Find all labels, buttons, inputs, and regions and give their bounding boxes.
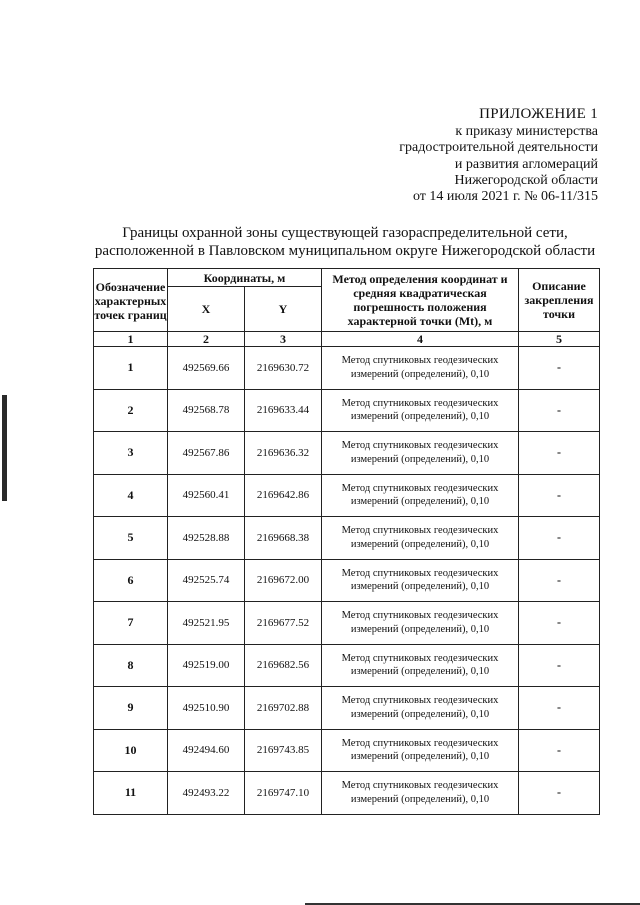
coordinate-y: 2169747.10 — [245, 772, 322, 815]
coordinate-x: 492494.60 — [168, 729, 245, 772]
point-id: 5 — [94, 517, 168, 560]
table-row — [94, 347, 600, 390]
coordinate-y: 2169682.56 — [245, 644, 322, 687]
column-number: 4 — [322, 332, 519, 347]
coordinate-x: 492560.41 — [168, 474, 245, 517]
method-cell: Метод спутниковых геодезических измерений (определений), 0,10 — [322, 687, 519, 730]
coordinate-x: 492519.00 — [168, 644, 245, 687]
coordinate-x: 492568.78 — [168, 389, 245, 432]
column-number: 3 — [245, 332, 322, 347]
table-row — [94, 729, 600, 772]
method-cell: Метод спутниковых геодезических измерений (определений), 0,10 — [322, 347, 519, 390]
description-cell: - — [519, 559, 600, 602]
method-cell: Метод спутниковых геодезических измерений (определений), 0,10 — [322, 644, 519, 687]
coordinate-x: 492528.88 — [168, 517, 245, 560]
method-cell: Метод спутниковых геодезических измерений (определений), 0,10 — [322, 432, 519, 475]
point-id: 7 — [94, 602, 168, 645]
description-cell: - — [519, 729, 600, 772]
point-id: 4 — [94, 474, 168, 517]
coordinate-y: 2169630.72 — [245, 347, 322, 390]
header-line: от 14 июля 2021 г. № 06-11/315 — [412, 189, 598, 205]
table-row — [94, 389, 600, 432]
coordinate-y: 2169677.52 — [245, 602, 322, 645]
method-cell: Метод спутниковых геодезических измерений (определений), 0,10 — [322, 474, 519, 517]
table-row — [94, 559, 600, 602]
coordinate-y: 2169672.00 — [245, 559, 322, 602]
method-cell: Метод спутниковых геодезических измерений (определений), 0,10 — [322, 559, 519, 602]
description-cell: - — [519, 644, 600, 687]
point-id: 11 — [94, 772, 168, 815]
header-point: Обозначение характерных точек границ — [94, 269, 168, 332]
description-cell: - — [519, 474, 600, 517]
header-method: Метод определения координат и средняя квадратическая погрешность положения характерной точки (Mt), м — [322, 269, 519, 332]
coordinate-x: 492493.22 — [168, 772, 245, 815]
document-title-line: Границы охранной зоны существующей газораспределительной сети, — [122, 225, 568, 241]
coordinate-y: 2169743.85 — [245, 729, 322, 772]
point-id: 1 — [94, 347, 168, 390]
point-id: 2 — [94, 389, 168, 432]
coordinate-x: 492510.90 — [168, 687, 245, 730]
point-id: 3 — [94, 432, 168, 475]
header-y: Y — [245, 287, 322, 332]
header-x: X — [168, 287, 245, 332]
table-row — [94, 474, 600, 517]
point-id: 6 — [94, 559, 168, 602]
coordinate-x: 492521.95 — [168, 602, 245, 645]
point-id: 8 — [94, 644, 168, 687]
coordinate-y: 2169702.88 — [245, 687, 322, 730]
header-line: к приказу министерства — [455, 124, 598, 140]
column-number: 1 — [94, 332, 168, 347]
point-id: 9 — [94, 687, 168, 730]
table-row — [94, 432, 600, 475]
column-number: 2 — [168, 332, 245, 347]
coordinate-y: 2169636.32 — [245, 432, 322, 475]
document-title — [60, 224, 630, 260]
coordinate-x: 492569.66 — [168, 347, 245, 390]
method-cell: Метод спутниковых геодезических измерений (определений), 0,10 — [322, 772, 519, 815]
coordinate-y: 2169642.86 — [245, 474, 322, 517]
header-line: градостроительной деятельности — [399, 140, 598, 156]
coordinates-table — [93, 268, 600, 815]
description-cell: - — [519, 772, 600, 815]
appendix-title: ПРИЛОЖЕНИЕ 1 — [479, 106, 598, 122]
method-cell: Метод спутниковых геодезических измерений (определений), 0,10 — [322, 602, 519, 645]
coordinate-x: 492525.74 — [168, 559, 245, 602]
coordinate-x: 492567.86 — [168, 432, 245, 475]
scan-margin-mark — [2, 395, 7, 501]
description-cell: - — [519, 687, 600, 730]
description-cell: - — [519, 602, 600, 645]
table-row — [94, 644, 600, 687]
document-title-line: расположенной в Павловском муниципальном округе Нижегородской области — [94, 243, 596, 259]
appendix-header — [399, 106, 598, 205]
method-cell: Метод спутниковых геодезических измерений (определений), 0,10 — [322, 517, 519, 560]
description-cell: - — [519, 517, 600, 560]
coordinate-y: 2169668.38 — [245, 517, 322, 560]
description-cell: - — [519, 389, 600, 432]
coordinate-y: 2169633.44 — [245, 389, 322, 432]
header-line: и развития агломераций — [454, 156, 598, 172]
table-row — [94, 772, 600, 815]
header-description: Описание закрепления точки — [519, 269, 600, 332]
header-coordinates: Координаты, м — [168, 269, 322, 287]
column-number: 5 — [519, 332, 600, 347]
point-id: 10 — [94, 729, 168, 772]
table-row — [94, 602, 600, 645]
table-row — [94, 517, 600, 560]
header-line: Нижегородской области — [454, 172, 598, 188]
method-cell: Метод спутниковых геодезических измерений (определений), 0,10 — [322, 389, 519, 432]
table-row — [94, 687, 600, 730]
method-cell: Метод спутниковых геодезических измерений (определений), 0,10 — [322, 729, 519, 772]
description-cell: - — [519, 347, 600, 390]
description-cell: - — [519, 432, 600, 475]
